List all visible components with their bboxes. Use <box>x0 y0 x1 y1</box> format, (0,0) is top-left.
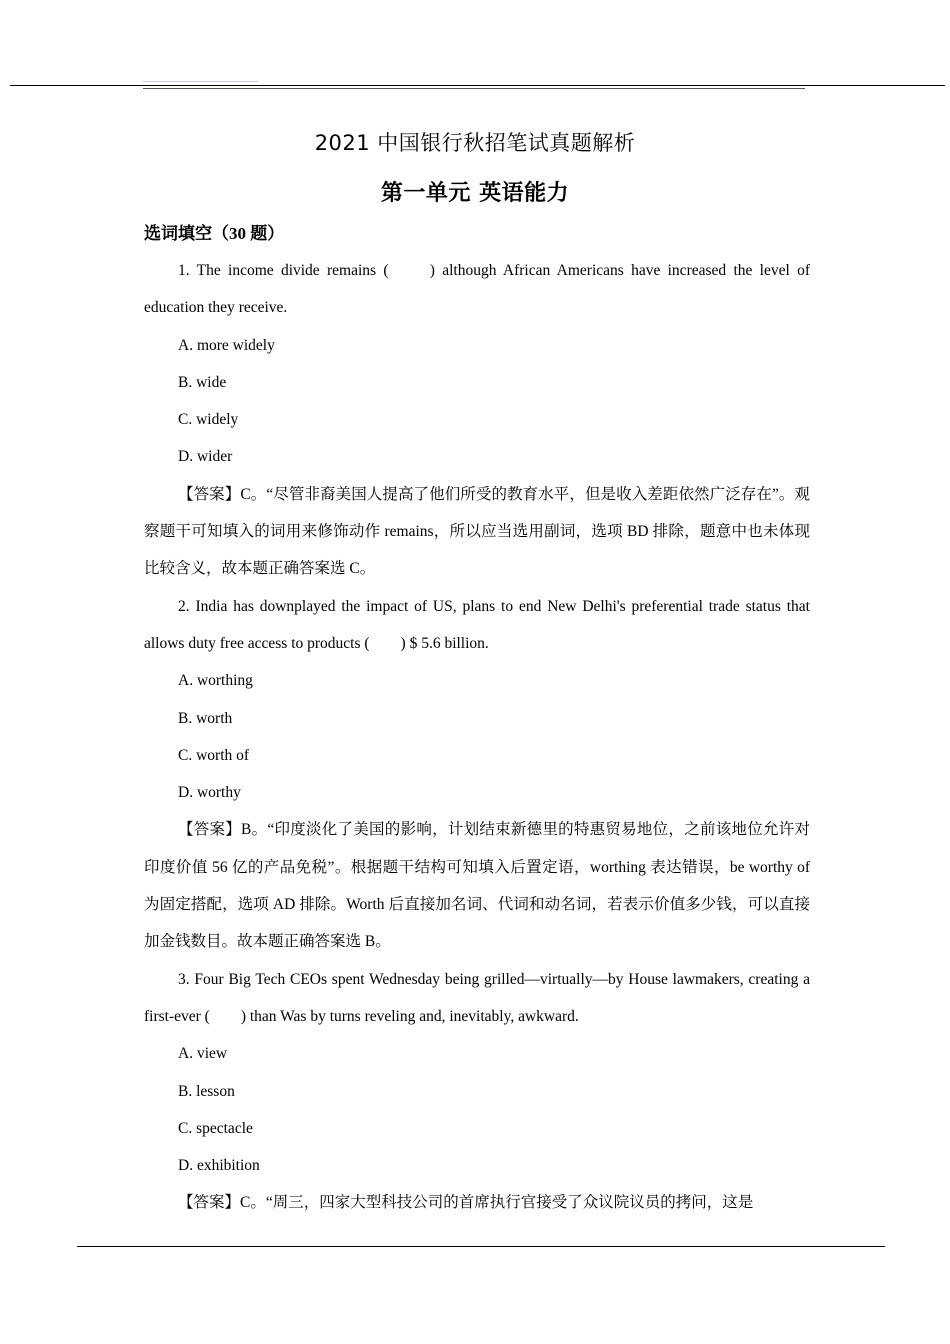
option-b: B. worth <box>178 709 233 727</box>
footer-rule <box>77 1246 885 1247</box>
option-c: C. widely <box>178 411 239 429</box>
unit-title: 第一单元 英语能力 <box>380 181 570 206</box>
header-rule-inner <box>143 88 805 89</box>
header-faint-rule <box>143 81 258 82</box>
question-1 <box>144 252 810 588</box>
option-b: B. lesson <box>178 1082 235 1100</box>
option-a: A. view <box>178 1045 228 1063</box>
document-body <box>144 222 810 1222</box>
option-c: C. spectacle <box>178 1119 253 1137</box>
question-stem: 3. Four Big Tech CEOs spent Wednesday being grilled—virtually—by House lawmakers, creating a first-ever ( ) than Was by turns reveling and, inevitably, awkward. <box>144 970 810 1025</box>
option-b: B. wide <box>178 373 227 391</box>
option-a: A. more widely <box>178 336 275 354</box>
question-2 <box>144 588 810 961</box>
option-c: C. worth of <box>178 746 250 764</box>
question-stem: 2. India has downplayed the impact of US, plans to end New Delhi's preferential trade status that allows duty free access to products ( ) $ 5.6 billion. <box>144 597 810 652</box>
section-heading: 选词填空（30 题） <box>144 224 285 243</box>
question-stem: 1. The income divide remains ( ) although African Americans have increased the level of education they receive. <box>144 262 810 317</box>
question-3 <box>144 961 810 1222</box>
answer-explanation: 【答案】C。“周三，四家大型科技公司的首席执行官接受了众议院议员的拷问，这是 <box>178 1194 754 1212</box>
answer-explanation: 【答案】C。“尽管非裔美国人提高了他们所受的教育水平，但是收入差距依然广泛存在”。观察题干可知填入的词用来修饰动作 remains，所以应当选用副词，选项 BD 排除，题意中也未体现比较含义，故本题正确答案选 C。 <box>144 485 810 578</box>
answer-explanation: 【答案】B。“印度淡化了美国的影响，计划结束新德里的特惠贸易地位，之前该地位允许对印度价值 56 亿的产品免税”。根据题干结构可知填入后置定语，worthing 表达错误，be worthy of 为固定搭配，选项 AD 排除。Worth 后直接加名词、代词和动名词，若表示价值多少钱，可以直接加金钱数目。故本题正确答案选 B。 <box>144 821 810 951</box>
option-a: A. worthing <box>178 672 253 690</box>
document-title: 2021 中国银行秋招笔试真题解析 <box>314 131 636 155</box>
header-rule <box>10 85 945 86</box>
option-d: D. worthy <box>178 784 241 802</box>
option-d: D. exhibition <box>178 1157 260 1175</box>
option-d: D. wider <box>178 448 233 466</box>
